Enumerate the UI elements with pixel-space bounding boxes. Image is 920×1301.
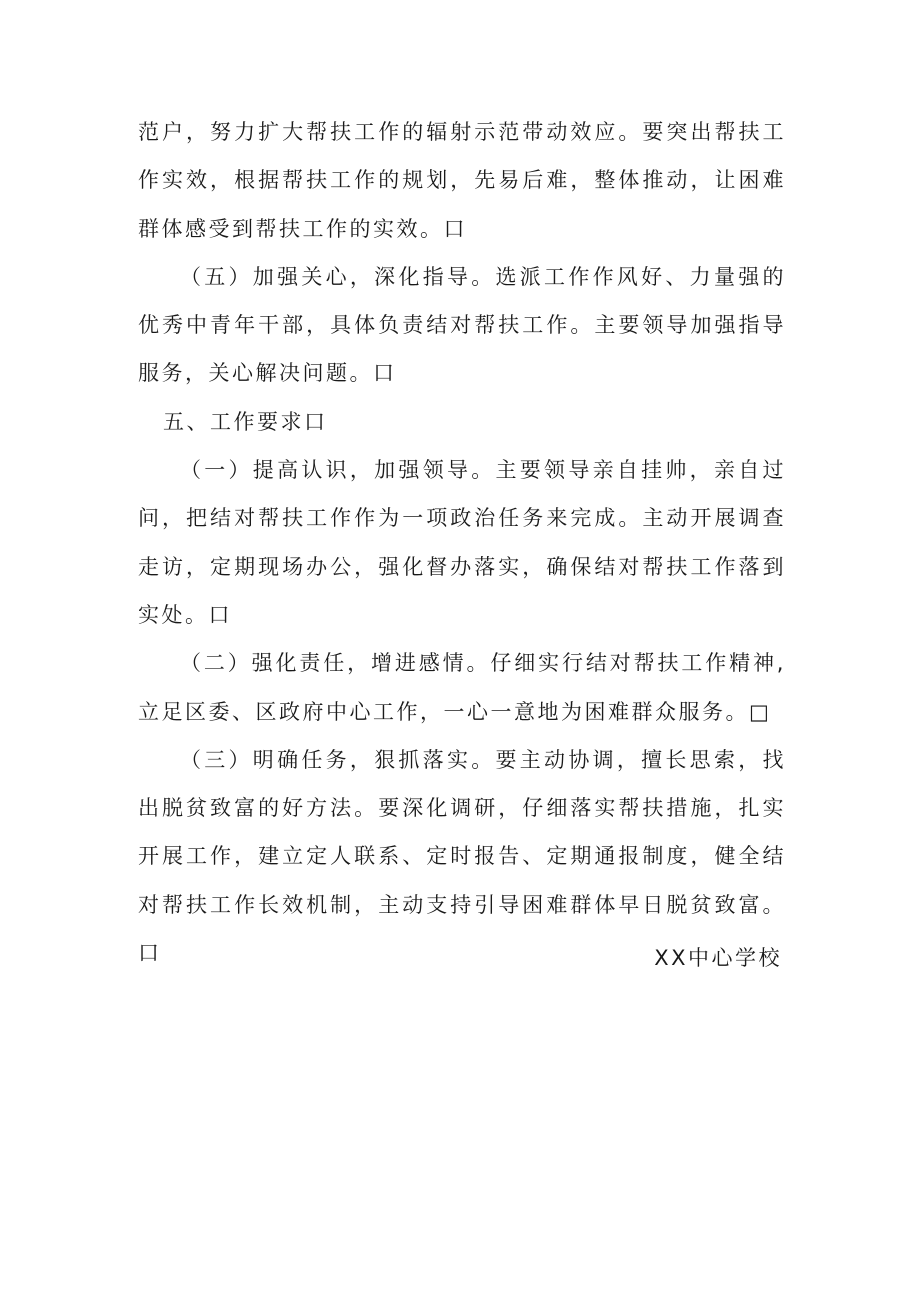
paragraph-item-2: （二）强化责任，增进感情。仔细实行结对帮扶工作精神,立足区委、区政府中心工作，一心一意地为困难群众服务。□ xyxy=(138,651,786,724)
paragraph-item-1: （一）提高认识，加强领导。主要领导亲自挂帅，亲自过问，把结对帮扶工作作为一项政治任务来完成。主动开展调查走访，定期现场办公，强化督办落实，确保结对帮扶工作落到实处。口 xyxy=(138,458,786,627)
paragraph-item-3: （三）明确任务，狠抓落实。要主动协调，擅长思索，找出脱贫致富的好方法。要深化调研，仔细落实帮扶措施，扎实开展工作，建立定人联系、定时报告、定期通报制度，健全结对帮扶工作长效机制，主动支持引导困难群体早日脱贫致富。口 xyxy=(138,747,786,966)
paragraph-item-5: （五）加强关心，深化指导。选派工作作风好、力量强的优秀中青年干部，具体负责结对帮扶工作。主要领导加强指导服务，关心解决问题。口 xyxy=(138,264,786,386)
section-heading-work-requirements: 五、工作要求口 xyxy=(163,409,328,434)
paragraph-continuation: 范户，努力扩大帮扶工作的辐射示范带动效应。要突出帮扶工作实效，根据帮扶工作的规划，先易后难，整体推动，让困难群体感受到帮扶工作的实效。口 xyxy=(138,120,786,241)
document-body xyxy=(138,108,786,977)
signature-school-name: XX中心学校 xyxy=(654,946,782,970)
